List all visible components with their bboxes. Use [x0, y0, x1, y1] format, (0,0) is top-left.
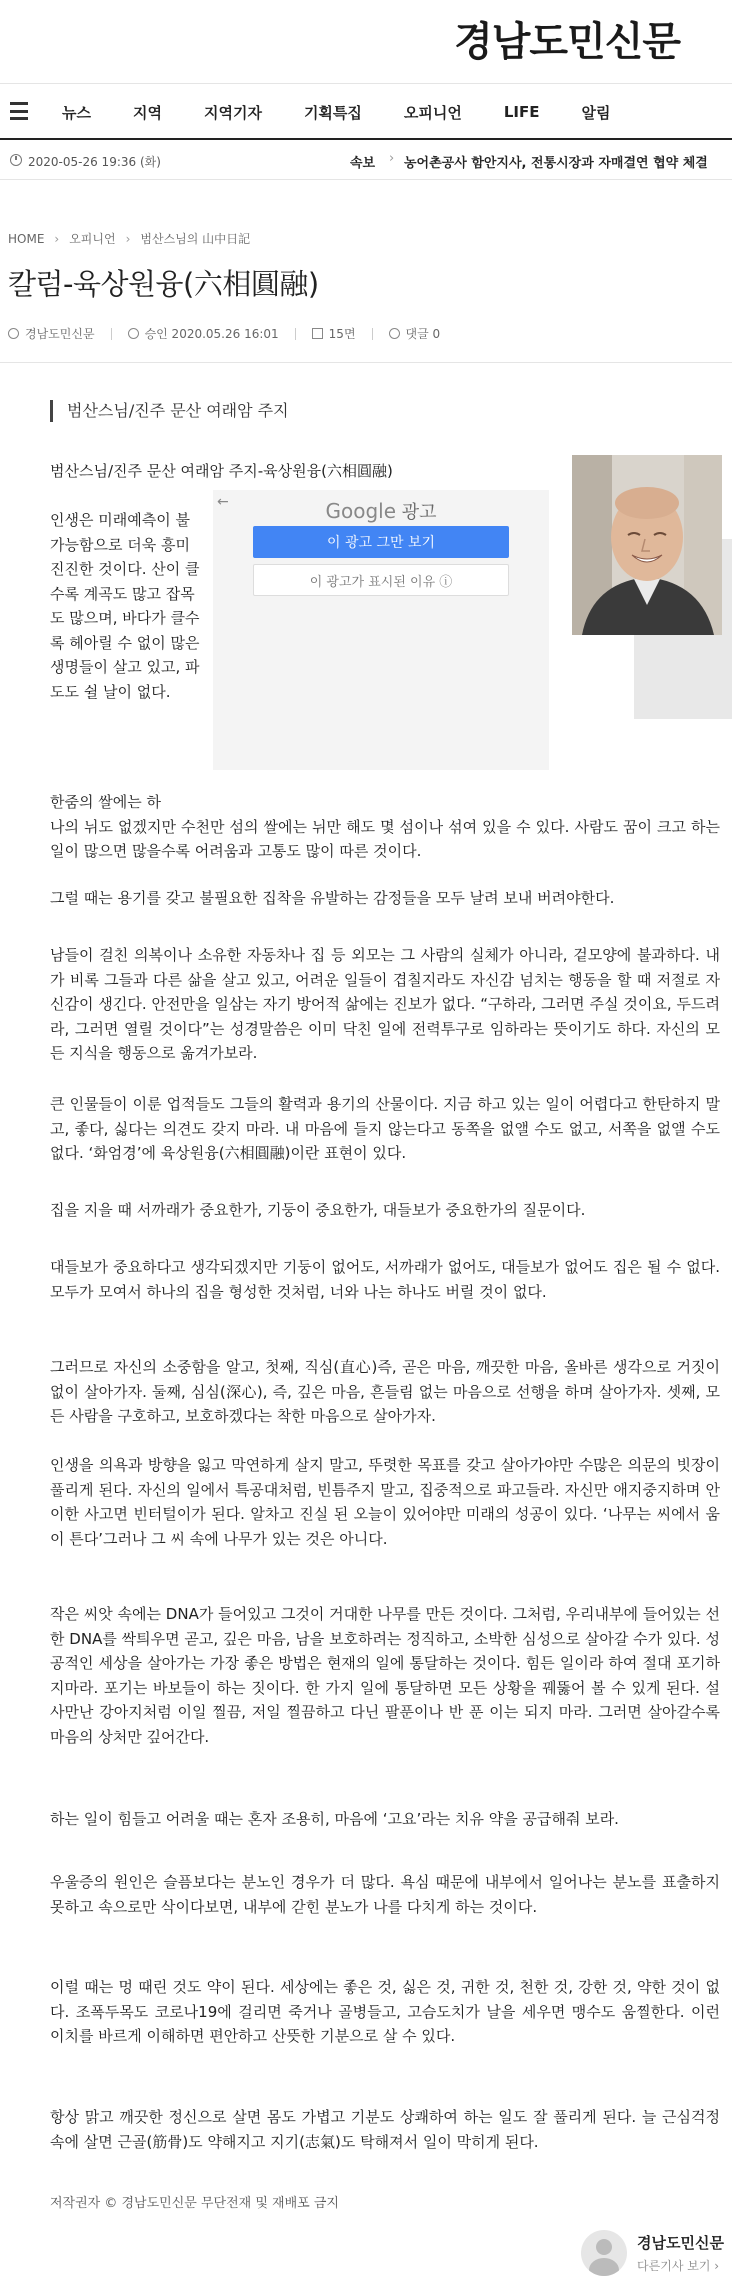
paragraph-10: 하는 일이 힘들고 어려울 때는 혼자 조용히, 마음에 ‘고요’라는 치유 약을 공급해줘 보라.	[50, 1810, 619, 1828]
meta-views	[312, 325, 356, 342]
divider	[0, 362, 732, 363]
paragraph-2: 그럴 때는 용기를 갖고 불필요한 집착을 유발하는 감정들을 모두 날려 보내 버려야한다.	[50, 889, 615, 907]
article-paragraph	[50, 1807, 720, 1832]
article-title: 칼럼-육상원융(六相圓融)	[8, 267, 319, 301]
article-paragraph	[50, 1255, 720, 1304]
chevron-right-icon: ›	[125, 231, 131, 246]
paragraph-8: 인생을 의욕과 방향을 잃고 막연하게 살지 말고, 뚜렷한 목표를 갖고 살아가야만 수많은 의문의 빗장이 풀리게 된다. 자신의 일에서 특공대처럼, 빈틈주지 말고, 집중적으로 파고들라. 자신만 애지중지하며 안이한 사고면 빈터털이가 된다. 알차고 진실 된 오늘이 있어야만 미래의 성공이 있다. ‘나무는 씨에서 움이 튼다’그러나 그 씨 속에 나무가 있는 것은 아니다.	[50, 1456, 720, 1548]
avatar	[581, 2230, 627, 2276]
article-paragraph	[50, 1975, 720, 2049]
nav-item-opinion[interactable]: 오피니언	[403, 103, 462, 122]
article-byline: 범산스님/진주 문산 여래암 주지-육상원융(六相圓融)	[50, 462, 393, 480]
clock-icon	[10, 154, 22, 166]
more-articles-text[interactable]: 다른기사 보기	[637, 2259, 711, 2273]
breadcrumb-opinion[interactable]: 오피니언	[69, 232, 116, 246]
paragraph-11: 우울증의 원인은 슬픔보다는 분노인 경우가 더 많다. 욕심 때문에 내부에서 일어나는 분노를 표출하지 못하고 속으로만 삭이다보면, 내부에 갇힌 분노가 나를 다치게 하는 것이다.	[50, 1873, 720, 1916]
paragraph-7: 그러므로 자신의 소중함을 알고, 첫째, 직심(直心)즉, 곧은 마음, 깨끗한 마음, 올바른 생각으로 거짓이 없이 살아가자. 둘째, 심심(深心), 즉, 깊은 마음, 흔들림 없는 마음으로 선행을 하며 살아가자. 셋째, 모든 사람을 구호하고, 보호하겠다는 착한 마음으로 살아가자.	[50, 1358, 720, 1425]
hamburger-menu-icon[interactable]	[10, 102, 28, 120]
nav-item-special[interactable]: 기획특집	[303, 103, 362, 122]
article-paragraph	[50, 886, 720, 911]
article-paragraph	[50, 1198, 720, 1223]
article-paragraph	[50, 790, 720, 864]
nav-items	[62, 84, 653, 140]
article-paragraph	[50, 1870, 720, 1919]
breadcrumb-column[interactable]: 범산스님의 山中日記	[140, 232, 251, 246]
ad-panel	[213, 490, 549, 770]
breaking-label: 속보	[350, 156, 376, 171]
nav-item-region[interactable]: 지역	[132, 103, 162, 122]
nav-item-region-reporter[interactable]: 지역기자	[203, 103, 262, 122]
article-paragraph	[50, 943, 720, 1066]
author-photo	[572, 455, 722, 635]
comment-icon	[389, 328, 400, 339]
meta-author	[8, 325, 95, 342]
back-arrow-icon[interactable]: ←	[217, 494, 229, 510]
paragraph-3: 남들이 걸친 의복이나 소유한 자동차나 집 등 외모는 그 사람의 실체가 아니라, 겉모양에 불과하다. 내가 비록 그들과 다른 삶을 살고 있고, 어려운 일들이 겹칠지라도 자신감 넘치는 행동을 할 때 저절로 자신감이 생긴다. 안전만을 일삼는 자기 방어적 삶에는 진보가 없다. “구하라, 그러면 주실 것이요, 두드려라, 그러면 열릴 것이다”는 성경말씀은 이미 닥친 일에 전력투구로 임하라는 뜻이기도 하다. 자신의 모든 지식을 행동으로 옮겨가보라.	[50, 946, 720, 1062]
ad-stop-button[interactable]: 이 광고 그만 보기	[253, 526, 509, 558]
nav-item-notice[interactable]: 알림	[581, 103, 611, 122]
main-nav	[0, 84, 732, 140]
current-date: 2020-05-26 19:36 (화)	[28, 155, 161, 169]
chevron-right-icon: ›	[389, 151, 395, 166]
chevron-right-icon: ›	[714, 2259, 720, 2273]
paragraph-5: 집을 지을 때 서까래가 중요한가, 기둥이 중요한가, 대들보가 중요한가의 질문이다.	[50, 1201, 586, 1219]
meta-approved-text: 승인 2020.05.26 16:01	[144, 327, 279, 341]
document-icon	[312, 328, 323, 339]
meta-views-text: 15면	[328, 327, 356, 341]
article-paragraph	[50, 2105, 720, 2154]
paragraph-13: 항상 맑고 깨끗한 정신으로 살면 몸도 가볍고 기분도 상쾌하여 하는 일도 잘 풀리게 된다. 늘 근심걱정 속에 살면 근골(筋骨)도 약해지고 지기(志氣)도 탁해져서 일이 막히게 된다.	[50, 2108, 720, 2151]
paragraph-6: 대들보가 중요하다고 생각되겠지만 기둥이 없어도, 서까래가 없어도, 대들보가 없어도 집은 될 수 없다. 모두가 모여서 하나의 집을 형성한 것처럼, 너와 나는 하나도 버릴 것이 없다.	[50, 1258, 720, 1301]
article-intro: 인생은 미래예측이 불가능함으로 더욱 흥미진진한 것이다. 산이 클수록 계곡도 많고 잡목도 많으며, 바다가 클수록 헤아릴 수 없이 많은 생명들이 살고 있고, 파도도 쉴 날이 없다.	[50, 511, 200, 701]
masthead	[0, 0, 732, 84]
meta-divider	[111, 328, 112, 340]
article-subtitle: 범산스님/진주 문산 여래암 주지	[50, 400, 289, 422]
clock-icon	[128, 328, 139, 339]
ad-brand: Google	[325, 499, 396, 523]
site-logo[interactable]: 경남도민신문	[454, 19, 680, 65]
paragraph-9: 작은 씨앗 속에는 DNA가 들어있고 그것이 거대한 나무를 만든 것이다. 그처럼, 우리내부에 들어있는 선한 DNA를 싹틔우면 곧고, 깊은 마음, 남을 보호하려는 정직하고, 소박한 심성으로 살아갈 수가 있다. 성공적인 세상을 살아가는 가장 좋은 방법은 현재의 일에 통달하는 것이다. 힘든 일이라 하여 절대 포기하지마라. 포기는 바보들이 하는 짓이다. 한 가지 일에 통달하면 모든 상황을 꿰뚫어 볼 수 있게 된다. 설사만난 강아지처럼 이일 찔끔, 저일 찔끔하고 다닌 팔푼이나 반 푼 이는 되지 마라. 그러면 살아갈수록 마음의 상처만 깊어간다.	[50, 1605, 720, 1746]
monk-portrait-image	[572, 455, 722, 635]
meta-divider	[372, 328, 373, 340]
breadcrumb	[8, 230, 250, 247]
copyright-notice: 저작권자 © 경남도민신문 무단전재 및 재배포 금지	[50, 2196, 339, 2211]
meta-author-text: 경남도민신문	[25, 327, 95, 341]
meta-comments[interactable]	[389, 325, 441, 342]
article-meta	[8, 325, 440, 342]
meta-approved	[128, 325, 279, 342]
author-card[interactable]	[581, 2230, 724, 2276]
author-card-text	[637, 2232, 724, 2274]
nav-item-life[interactable]: LIFE	[503, 103, 540, 121]
chevron-right-icon: ›	[54, 231, 60, 246]
breaking-headline[interactable]: 농어촌공사 함안지사, 전통시장과 자매결연 협약 체결	[404, 156, 708, 171]
ad-why-button[interactable]: 이 광고가 표시된 이유 ⓘ	[253, 564, 509, 596]
author-name[interactable]: 경남도민신문	[637, 2234, 724, 2252]
paragraph-4: 큰 인물들이 이룬 업적들도 그들의 활력과 용기의 산물이다. 지금 하고 있는 일이 어렵다고 한탄하지 말고, 좋다, 싫다는 의견도 갖지 마라. 내 마음에 들지 않는다고 동쪽을 없앨 수도 없고, 서쪽을 없앨 수도 없다. ‘화엄경’에 육상원융(六相圓融)이란 표현이 있다.	[50, 1095, 720, 1162]
article-paragraph	[50, 1453, 720, 1551]
meta-comments-text[interactable]: 댓글 0	[405, 327, 441, 341]
meta-divider	[295, 328, 296, 340]
article-paragraph	[50, 1602, 720, 1749]
ad-label: 광고	[401, 502, 437, 523]
breadcrumb-home[interactable]: HOME	[8, 231, 45, 246]
article-paragraph	[50, 1355, 720, 1429]
ad-title	[213, 498, 549, 524]
person-icon	[8, 328, 19, 339]
more-articles-link[interactable]	[637, 2257, 724, 2274]
article-paragraph	[50, 1092, 720, 1166]
nav-item-news[interactable]: 뉴스	[62, 103, 91, 122]
paragraph-1: 한줌의 쌀에는 하 나의 뉘도 없겠지만 수천만 섬의 쌀에는 뉘만 해도 몇 섬이나 섞여 있을 수 있다. 사람도 꿈이 크고 하는 일이 많으면 많을수록 어려움과 고통도 많이 따른 것이다.	[50, 793, 720, 860]
breaking-bar	[0, 140, 732, 180]
paragraph-12: 이럴 때는 멍 때린 것도 약이 된다. 세상에는 좋은 것, 싫은 것, 귀한 것, 천한 것, 강한 것, 약한 것이 없다. 조폭두목도 코로나19에 걸리면 죽거나 골병들고, 고슴도치가 날을 세우면 맹수도 움찔한다. 이런 이치를 바르게 이해하면 편안하고 산뜻한 기분으로 살 수 있다.	[50, 1978, 720, 2045]
